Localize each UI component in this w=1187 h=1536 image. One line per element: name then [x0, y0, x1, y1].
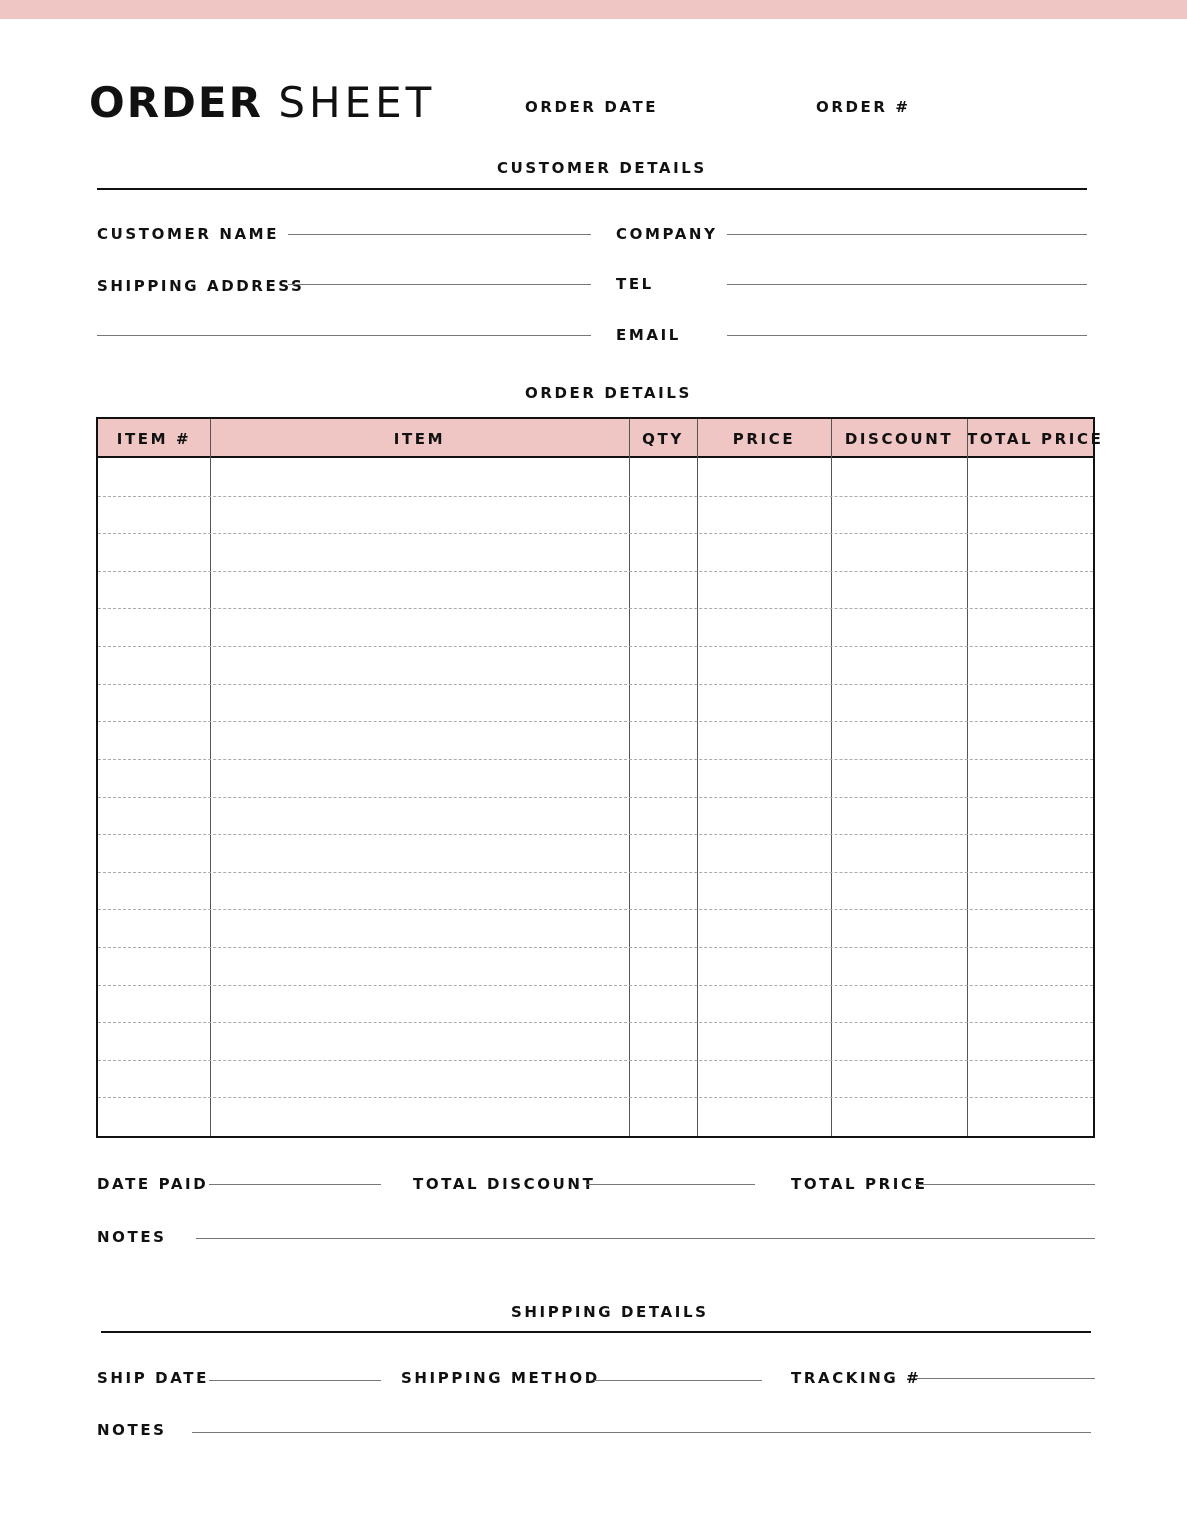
table-row-divider — [98, 872, 1093, 873]
order-number-label: ORDER # — [816, 98, 911, 116]
ship-date-label: SHIP DATE — [97, 1369, 209, 1387]
table-row-divider — [98, 496, 1093, 497]
column-header-price: PRICE — [732, 430, 796, 448]
tracking-number-field[interactable] — [915, 1378, 1095, 1379]
ship-date-field[interactable] — [209, 1380, 381, 1381]
column-divider — [629, 419, 630, 1136]
order-notes-label: NOTES — [97, 1228, 167, 1246]
title-bold: ORDER — [89, 78, 263, 127]
shipping-address-field-line-2[interactable] — [97, 335, 591, 336]
column-divider — [831, 419, 832, 1136]
customer-details-title: CUSTOMER DETAILS — [497, 159, 707, 177]
shipping-notes-field[interactable] — [192, 1432, 1091, 1433]
column-header-qty: QTY — [642, 430, 684, 448]
table-row-divider — [98, 834, 1093, 835]
shipping-method-label: SHIPPING METHOD — [401, 1369, 600, 1387]
order-table — [96, 417, 1104, 1138]
table-row-divider — [98, 1022, 1093, 1023]
tracking-number-label: TRACKING # — [791, 1369, 922, 1387]
table-row-divider — [98, 608, 1093, 609]
column-header-item-number: ITEM # — [116, 430, 192, 448]
email-field[interactable] — [727, 335, 1087, 336]
customer-section-rule — [97, 188, 1087, 190]
table-row-divider — [98, 947, 1093, 948]
table-row-divider — [98, 797, 1093, 798]
shipping-notes-label: NOTES — [97, 1421, 167, 1439]
shipping-address-label: SHIPPING ADDRESS — [97, 277, 305, 295]
page-title — [89, 78, 435, 128]
table-row-divider — [98, 909, 1093, 910]
shipping-address-field[interactable] — [288, 284, 591, 285]
date-paid-field[interactable] — [209, 1184, 381, 1185]
total-price-label: TOTAL PRICE — [791, 1175, 928, 1193]
company-label: COMPANY — [616, 225, 718, 243]
column-header-discount: DISCOUNT — [844, 430, 954, 448]
tel-label: TEL — [616, 275, 654, 293]
table-row-divider — [98, 646, 1093, 647]
order-table-header — [98, 419, 1104, 458]
title-light: SHEET — [278, 78, 436, 127]
customer-name-label: CUSTOMER NAME — [97, 225, 280, 243]
table-row-divider — [98, 533, 1093, 534]
date-paid-label: DATE PAID — [97, 1175, 209, 1193]
table-row-divider — [98, 1097, 1093, 1098]
table-row-divider — [98, 721, 1093, 722]
table-row-divider — [98, 684, 1093, 685]
customer-name-field[interactable] — [288, 234, 591, 235]
order-notes-field[interactable] — [196, 1238, 1095, 1239]
tel-field[interactable] — [727, 284, 1087, 285]
company-field[interactable] — [727, 234, 1087, 235]
table-row-divider — [98, 985, 1093, 986]
shipping-details-title: SHIPPING DETAILS — [511, 1303, 709, 1321]
column-header-item: ITEM — [393, 430, 446, 448]
order-details-title: ORDER DETAILS — [525, 384, 692, 402]
total-discount-field[interactable] — [587, 1184, 755, 1185]
column-divider — [210, 419, 211, 1136]
table-row-divider — [98, 571, 1093, 572]
shipping-method-field[interactable] — [594, 1380, 762, 1381]
total-price-field[interactable] — [915, 1184, 1095, 1185]
email-label: EMAIL — [616, 326, 681, 344]
shipping-section-rule — [101, 1331, 1091, 1333]
table-row-divider — [98, 1060, 1093, 1061]
top-accent-bar — [0, 0, 1187, 19]
table-row-divider — [98, 759, 1093, 760]
column-divider — [967, 419, 968, 1136]
total-discount-label: TOTAL DISCOUNT — [413, 1175, 596, 1193]
column-header-total-price: TOTAL PRICE — [967, 430, 1104, 448]
order-date-label: ORDER DATE — [525, 98, 659, 116]
column-divider — [697, 419, 698, 1136]
